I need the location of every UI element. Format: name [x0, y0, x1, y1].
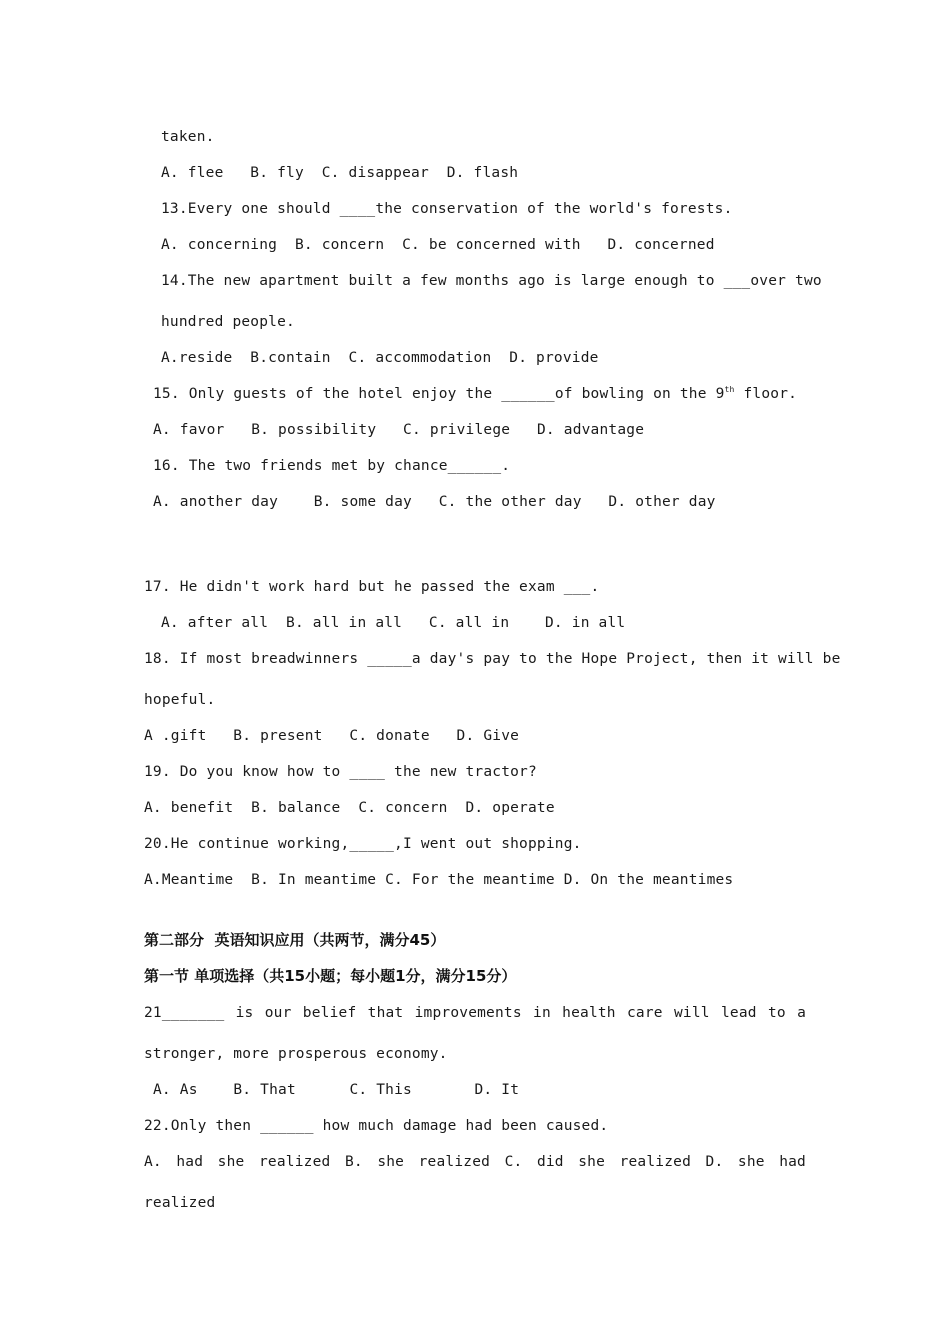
question-21-stem: 21_______ is our belief that improvements in health care will lead to a: [144, 1005, 806, 1021]
question-20-options: A.Meantime B. In meantime C. For the meantime D. On the meantimes: [144, 872, 734, 888]
question-20-stem: 20.He continue working,_____,I went out shopping.: [144, 836, 582, 852]
question-13-options: A. concerning B. concern C. be concerned with D. concerned: [161, 237, 715, 253]
question-19-stem: 19. Do you know how to ____ the new tractor?: [144, 764, 537, 780]
question-19-options: A. benefit B. balance C. concern D. operate: [144, 800, 555, 816]
question-15-stem-tail: floor.: [734, 386, 798, 402]
question-12-stem-end: taken.: [161, 129, 215, 145]
question-18-stem-cont: hopeful.: [144, 692, 216, 708]
section-heading-part-two: 第二部分 英语知识应用（共两节，满分45）: [144, 931, 446, 949]
question-17-options: A. after all B. all in all C. all in D. in all: [161, 615, 626, 631]
question-22-options: A. had she realized B. she realized C. did she realized D. she had: [144, 1154, 806, 1170]
superscript-th: th: [724, 385, 735, 395]
question-18-stem: 18. If most breadwinners _____a day's pay to the Hope Project, then it will be: [144, 651, 841, 667]
question-15-stem: [153, 384, 797, 404]
section-heading-part-one: 第一节 单项选择（共15小题；每小题1分，满分15分）: [144, 967, 517, 985]
question-16-options: A. another day B. some day C. the other day D. other day: [153, 494, 716, 510]
question-16-stem: 16. The two friends met by chance______.: [153, 458, 511, 474]
question-22-options-cont: realized: [144, 1195, 216, 1211]
question-21-options: A. As B. That C. This D. It: [153, 1082, 520, 1098]
question-18-options: A .gift B. present C. donate D. Give: [144, 728, 520, 744]
question-21-stem-cont: stronger, more prosperous economy.: [144, 1046, 448, 1062]
question-15-stem-text: 15. Only guests of the hotel enjoy the ______of bowling on the 9: [153, 386, 725, 402]
question-13-stem: 13.Every one should ____the conservation of the world's forests.: [161, 201, 733, 217]
question-22-stem: 22.Only then ______ how much damage had been caused.: [144, 1118, 609, 1134]
question-14-stem: 14.The new apartment built a few months ago is large enough to ___over two: [161, 273, 822, 289]
question-14-stem-cont: hundred people.: [161, 314, 295, 330]
question-17-stem: 17. He didn't work hard but he passed the exam ___.: [144, 579, 600, 595]
question-12-options: A. flee B. fly C. disappear D. flash: [161, 165, 519, 181]
question-14-options: A.reside B.contain C. accommodation D. provide: [161, 350, 599, 366]
question-15-options: A. favor B. possibility C. privilege D. advantage: [153, 422, 645, 438]
